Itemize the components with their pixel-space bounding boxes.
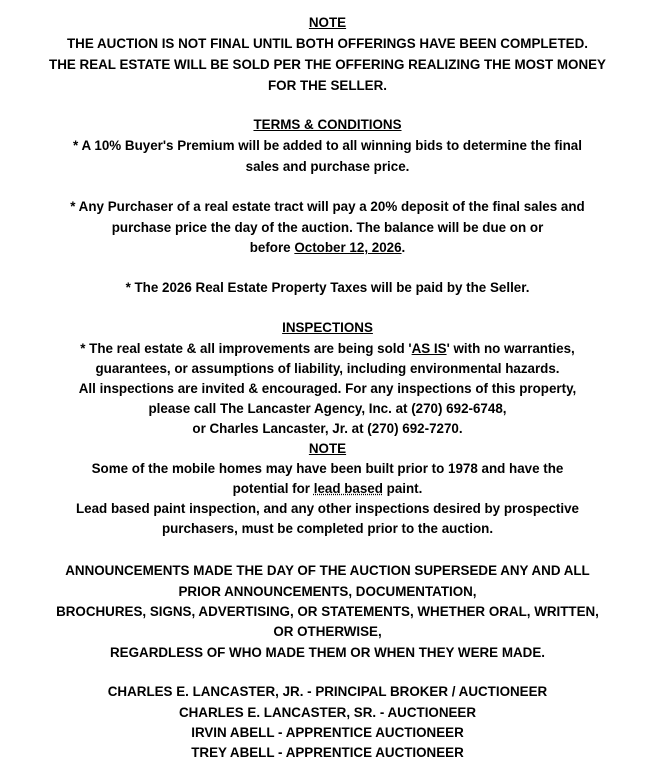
note2-line-4: purchasers, must be completed prior to the auction. [161,521,494,536]
note2-line-3: Lead based paint inspection, and any other inspections desired by prospective [75,501,579,516]
lead-based-text: lead based [313,481,383,496]
note2-line-2: potential for lead based paint. [232,481,423,496]
staff-member: CHARLES E. LANCASTER, SR. - AUCTIONEER [178,705,477,720]
note-line-3: FOR THE SELLER. [267,78,388,93]
note-line-2: THE REAL ESTATE WILL BE SOLD PER THE OFFERING REALIZING THE MOST MONEY [49,57,606,72]
inspections-line-2: guarantees, or assumptions of liability, including environmental hazards. [95,361,560,376]
note2-heading: NOTE [308,441,347,456]
terms-heading: TERMS & CONDITIONS [253,117,402,132]
staff-member: TREY ABELL - APPRENTICE AUCTIONEER [191,745,464,760]
terms-item-2-line-3: before October 12, 2026. [249,240,406,255]
terms-item-2-line-2: purchase price the day of the auction. The balance will be due on or [111,220,544,235]
staff-member: CHARLES E. LANCASTER, JR. - PRINCIPAL BROKER / AUCTIONEER [107,684,548,699]
announcement-line-1: ANNOUNCEMENTS MADE THE DAY OF THE AUCTION SUPERSEDE ANY AND ALL [65,563,590,578]
inspections-line-3: All inspections are invited & encouraged. For any inspections of this property, [78,381,577,396]
as-is-text: AS IS [411,341,447,356]
inspections-line-4: please call The Lancaster Agency, Inc. at (270) 692-6748, [148,401,507,416]
inspections-heading: INSPECTIONS [282,320,373,335]
note-heading: NOTE [308,15,347,30]
announcement-line-5: REGARDLESS OF WHO MADE THEM OR WHEN THEY WERE MADE. [110,645,545,660]
staff-member: IRVIN ABELL - APPRENTICE AUCTIONEER [191,725,464,740]
note-line-1: THE AUCTION IS NOT FINAL UNTIL BOTH OFFERINGS HAVE BEEN COMPLETED. [66,36,588,51]
note2-line-1: Some of the mobile homes may have been built prior to 1978 and have the [91,461,564,476]
announcement-line-3: BROCHURES, SIGNS, ADVERTISING, OR STATEMENTS, WHETHER ORAL, WRITTEN, [56,604,599,619]
due-date: October 12, 2026 [294,240,402,255]
inspections-line-5: or Charles Lancaster, Jr. at (270) 692-7270. [192,421,463,436]
terms-item-2-line-1: * Any Purchaser of a real estate tract will pay a 20% deposit of the final sales and [70,199,585,214]
announcement-line-2: PRIOR ANNOUNCEMENTS, DOCUMENTATION, [178,584,477,599]
terms-item-1-line-1: * A 10% Buyer's Premium will be added to all winning bids to determine the final [73,138,582,153]
terms-item-3: * The 2026 Real Estate Property Taxes will be paid by the Seller. [125,280,530,295]
inspections-line-1: * The real estate & all improvements are being sold 'AS IS' with no warranties, [80,341,575,356]
terms-item-1-line-2: sales and purchase price. [245,159,410,174]
announcement-line-4: OR OTHERWISE, [273,624,382,639]
